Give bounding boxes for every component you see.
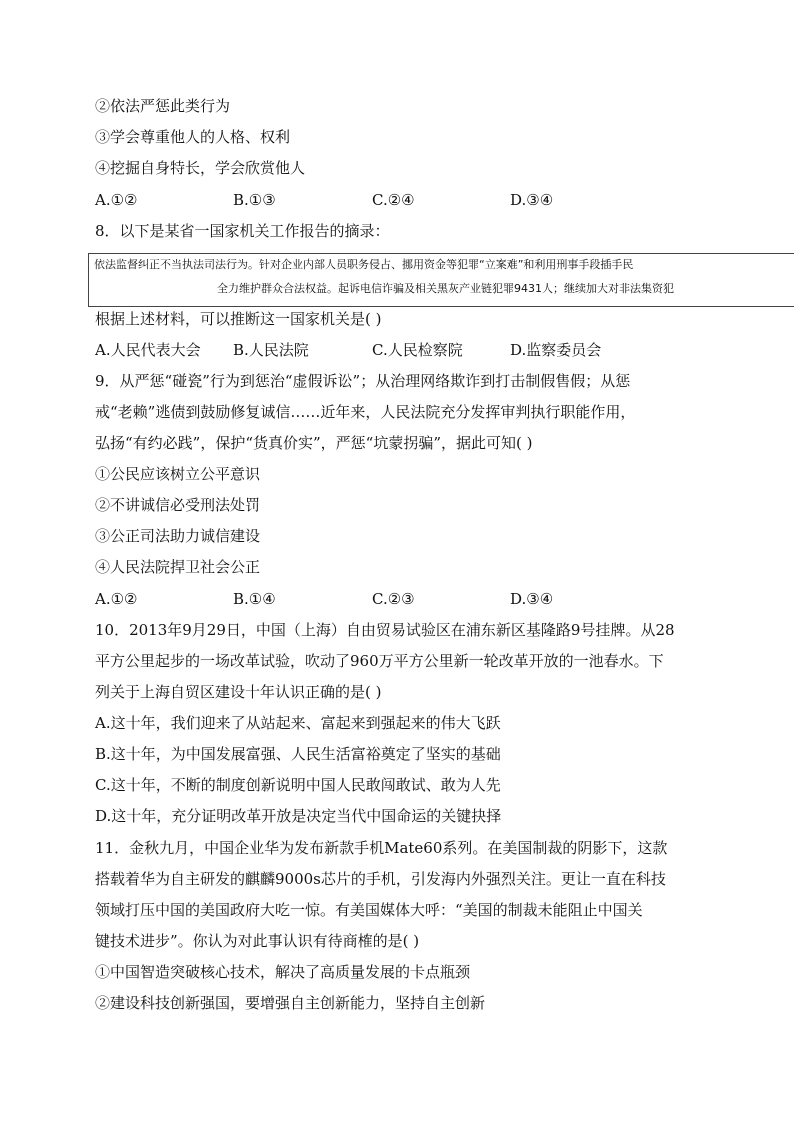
q8-excerpt-line-2: 全力维护群众合法权益。起诉电信诈骗及相关黑灰产业链犯罪9431人；继续加大对非法集资犯 bbox=[217, 282, 674, 295]
q10-option-d: D.这十年，充分证明改革开放是决定当代中国命运的关键抉择 bbox=[95, 807, 502, 825]
q9-choice-a: A.①② bbox=[95, 590, 138, 608]
q10-stem-line-1: 10．2013年9月29日，中国（上海）自由贸易试验区在浦东新区基隆路9号挂牌。从28 bbox=[95, 621, 675, 639]
q7-choice-d: D.③④ bbox=[510, 191, 554, 209]
q8-choice-c: C.人民检察院 bbox=[372, 341, 463, 359]
q8-choice-b: B.人民法院 bbox=[233, 341, 309, 359]
q10-option-b: B.这十年，为中国发展富强、人民生活富裕奠定了坚实的基础 bbox=[95, 745, 501, 763]
q7-option-2: ②依法严惩此类行为 bbox=[95, 97, 231, 115]
q10-option-a: A.这十年，我们迎来了从站起来、富起来到强起来的伟大飞跃 bbox=[95, 714, 501, 732]
q8-choice-a: A.人民代表大会 bbox=[95, 341, 201, 359]
q11-stem-line-2: 搭载着华为自主研发的麒麟9000s芯片的手机，引发海内外强烈关注。更让一直在科技 bbox=[95, 870, 666, 888]
q7-option-3: ③学会尊重他人的人格、权利 bbox=[95, 128, 291, 146]
q9-choice-c: C.②③ bbox=[372, 590, 415, 608]
q11-stem-line-1: 11．金秋九月，中国企业华为发布新款手机Mate60系列。在美国制裁的阴影下，这款 bbox=[95, 839, 668, 857]
q9-option-1: ①公民应该树立公平意识 bbox=[95, 465, 261, 483]
q9-stem-line-1: 9．从严惩“碰瓷”行为到惩治“虚假诉讼”；从治理网络欺诈到打击制假售假；从惩 bbox=[95, 372, 631, 390]
q9-stem-line-2: 戒“老赖”逃债到鼓励修复诚信……近年来，人民法院充分发挥审判执行职能作用， bbox=[95, 403, 636, 421]
q9-stem-line-3: 弘扬“有约必践”，保护“货真价实”，严惩“坑蒙拐骗”，据此可知( ) bbox=[95, 434, 533, 452]
q9-option-4: ④人民法院捍卫社会公正 bbox=[95, 558, 261, 576]
q10-stem-line-3: 列关于上海自贸区建设十年认识正确的是( ) bbox=[95, 683, 382, 701]
q10-stem-line-2: 平方公里起步的一场改革试验，吹动了960万平方公里新一轮改革开放的一池春水。下 bbox=[95, 652, 664, 670]
q9-option-3: ③公正司法助力诚信建设 bbox=[95, 527, 261, 545]
q7-choice-b: B.①③ bbox=[233, 191, 276, 209]
q9-option-2: ②不讲诚信必受刑法处罚 bbox=[95, 496, 261, 514]
q7-choice-c: C.②④ bbox=[372, 191, 415, 209]
q8-choice-d: D.监察委员会 bbox=[510, 341, 602, 359]
q9-choice-b: B.①④ bbox=[233, 590, 276, 608]
q8-excerpt-line-1: 依法监督纠正不当执法司法行为。针对企业内部人员职务侵占、挪用资金等犯罪“立案难”和利用刑事手段插手民 bbox=[94, 258, 634, 271]
q11-stem-line-4: 键技术进步”。你认为对此事认识有待商榷的是( ) bbox=[95, 932, 420, 950]
q11-option-2: ②建设科技创新强国，要增强自主创新能力，坚持自主创新 bbox=[95, 994, 486, 1012]
q8-stem: 8．以下是某省一国家机关工作报告的摘录： bbox=[95, 222, 390, 240]
q11-stem-line-3: 领域打压中国的美国政府大吃一惊。有美国媒体大呼：“美国的制裁未能阻止中国关 bbox=[95, 901, 643, 919]
q9-choice-d: D.③④ bbox=[510, 590, 554, 608]
q8-excerpt-box bbox=[88, 253, 794, 307]
q7-option-4: ④挖掘自身特长，学会欣赏他人 bbox=[95, 159, 306, 177]
q7-choice-a: A.①② bbox=[95, 191, 138, 209]
q11-option-1: ①中国智造突破核心技术，解决了高质量发展的卡点瓶颈 bbox=[95, 963, 471, 981]
q10-option-c: C.这十年，不断的制度创新说明中国人民敢闯敢试、敢为人先 bbox=[95, 776, 501, 794]
q8-question: 根据上述材料，可以推断这一国家机关是( ) bbox=[95, 310, 382, 328]
